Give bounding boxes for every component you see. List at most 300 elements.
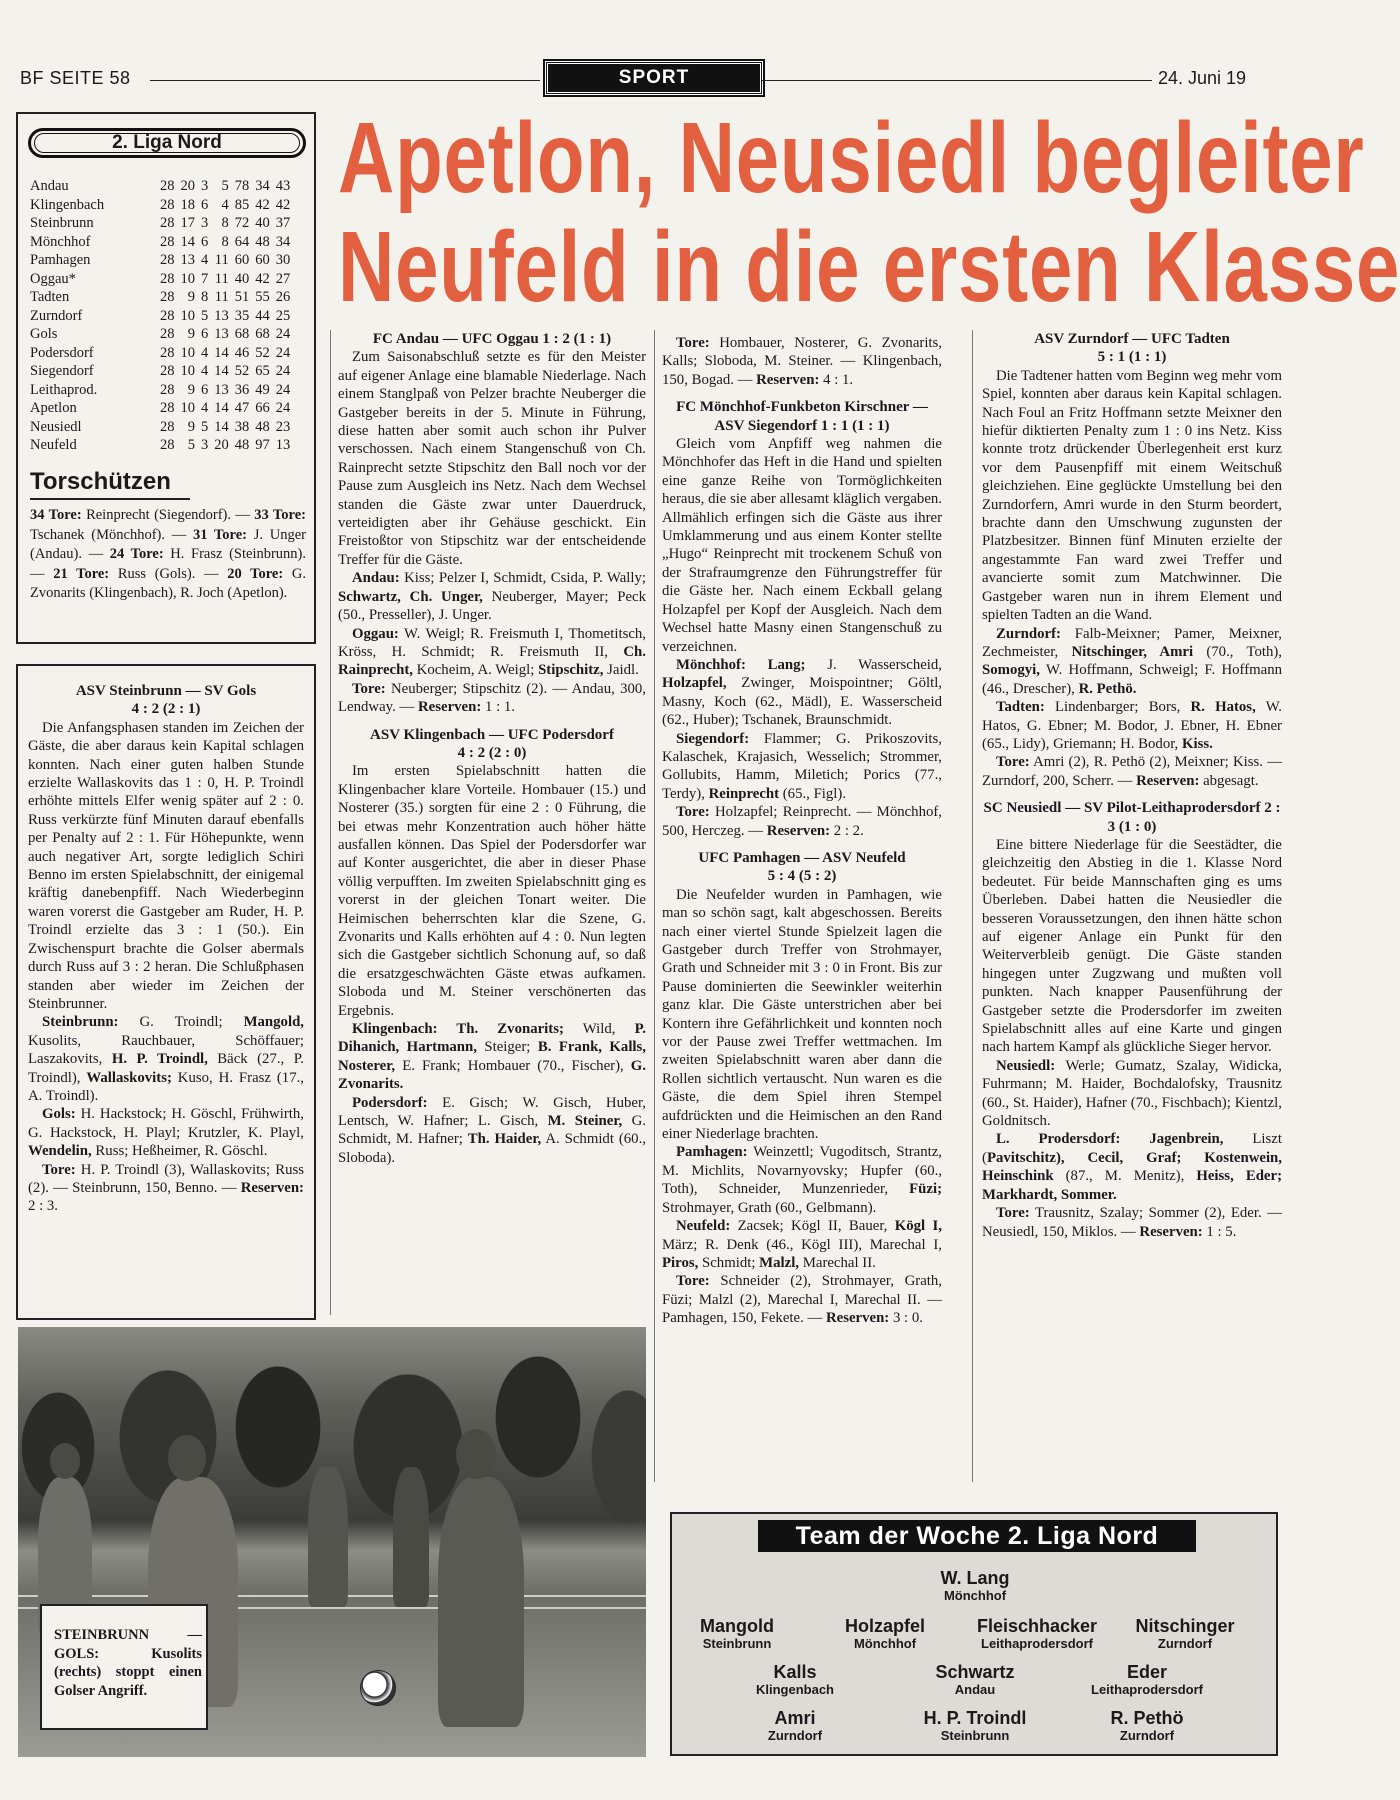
stat-cell: 24: [275, 326, 291, 342]
stat-cell: 4: [201, 363, 209, 379]
text-run: 1 : 5.: [1202, 1223, 1237, 1240]
bold-run: Neufeld:: [676, 1218, 731, 1235]
text-run: Strohmayer, Grath (60., Gelbmann).: [662, 1199, 877, 1216]
article-paragraph: [28, 719, 304, 1014]
headline-line-2: Neufeld in die ersten Klasse: [338, 211, 1400, 323]
article-paragraph: [662, 1143, 942, 1217]
text-run: A. Schmidt (60., Sloboda).: [338, 1131, 646, 1166]
bold-run: Th. Haider,: [467, 1131, 542, 1148]
text-run: Die Neufelder wurden in Pamhagen, wie man so schön sagt, kalt abgeschossen. Bereits nach einer viertel Stunde Spielzeit lagen die Gastgeber durch Treffer von Strohmayer, Grath und Schneider mit 3 : 0 in Front. Bis zur Pause dominierten die Seewinkler weiterhin ganz klar. Die Gäste unterstrichen aber bei Kontern ihre Gefährlichkeit und konnten noch vor der Pause zwei Treffer wettmachen. Im zweiten Spielabschnitt waren aber dann die Rollen sichtlich vertauscht. Nun waren es die Gäste, die dem Spiel ihren Stempel aufdrückten und die Heimischen an den Rand einer Niederlage brachten.: [662, 886, 942, 1143]
text-run: Zum Saisonabschluß setzte es für den Meister auf eigener Anlage eine blamable Niederlage. Nach einem Stanglpaß von Pelzer brachte Neuberger die Gastgeber bereits in der 5. Minute in Führung, diese hatten aber somit auch schon ihr Pulver verschossen. Nach einem Stangenschuß von Ch. Rainprecht setzte Stipschitz den Ball noch vor der Pause zum Ausgleich ins Netz. Nach dem Wechsel standen die Gäste zwar unter Dauerdruck, verteidigten aber ihr Gehäuse geschickt. Ein Freistoßtor von Stipschitz war der entscheidende Treffer für die Gäste.: [338, 349, 646, 568]
article-paragraph: [982, 625, 1282, 699]
photo-player: [393, 1467, 429, 1607]
text-run: 4 : 1.: [819, 371, 854, 388]
stat-cell: 78: [234, 178, 250, 194]
section-badge: SPORT: [545, 61, 763, 95]
stat-cell: 47: [234, 400, 250, 416]
bold-run: Oggau:: [352, 625, 399, 642]
bold-run: Tore:: [676, 1273, 710, 1290]
match-heading: SC Neusiedl — SV Pilot-Leithaprodersdorf 2 : 3 (1 : 0): [983, 800, 1281, 835]
team-player: Fleischhacker Leithaprodersdorf: [976, 1616, 1098, 1651]
text-run: Schneider (2), Strohmayer, Grath, Füzi; Malzl (2), Marechal I, Marechal II. — Pamhagen, 150, Fekete. —: [662, 1273, 942, 1327]
stat-cell: 34: [275, 233, 291, 250]
masthead-rule-right: [762, 80, 1152, 81]
bold-run: Kiss.: [1181, 735, 1213, 752]
article-column-1: [28, 682, 304, 1216]
team-player: Eder Leithaprodersdorf: [1091, 1662, 1203, 1697]
stat-cell: 14: [214, 400, 229, 416]
team-name: Zurndorf: [30, 307, 83, 324]
scorer-goals: 31 Tore:: [192, 526, 247, 543]
team-player: W. Lang Mönchhof: [940, 1568, 1010, 1603]
bold-run: Wallaskovits;: [86, 1069, 172, 1086]
scorers-underline: [30, 498, 190, 500]
bold-run: Gols:: [42, 1106, 76, 1123]
team-name: Podersdorf: [30, 344, 94, 361]
text-run: Trausnitz, Szalay; Sommer (2), Eder. — Neusiedl, 150, Miklos. —: [982, 1205, 1282, 1240]
stat-cell: 24: [275, 381, 291, 398]
photo-player-head: [456, 1429, 496, 1479]
article-paragraph: [982, 753, 1282, 790]
bold-run: Reserven:: [1139, 1223, 1203, 1240]
photo-player: [438, 1477, 524, 1727]
text-run: Neuberger; Stipschitz (2). — Andau, 300, Lendway. —: [338, 680, 646, 716]
stat-cell: 42: [275, 196, 291, 213]
stat-cell: 5: [201, 418, 209, 435]
stat-cell: 28: [160, 326, 175, 342]
match-heading: ASV Zurndorf — UFC Tadten 5 : 1 (1 : 1): [1034, 331, 1230, 366]
column-divider: [972, 330, 973, 1482]
standings-row: [30, 436, 296, 455]
text-run: J. Wasserscheid,: [805, 656, 942, 673]
stat-cell: 7: [201, 270, 209, 287]
stat-cell: 52: [234, 363, 250, 379]
standings-row: [30, 399, 296, 418]
article-paragraph: [28, 1105, 304, 1160]
text-run: Neuberger, Mayer; Peck (50., Presseller), J. Unger.: [338, 588, 646, 624]
bold-run: B. Frank, Kalls, Nosterer,: [338, 1039, 646, 1074]
stat-cell: 10: [180, 307, 195, 324]
stat-cell: 24: [275, 400, 291, 416]
text-run: Flammer; G. Prikoszovits, Kalaschek, Krajasich, Wesselich; Strommer, Gollubits, Hamm, Miletich; Porics (77., Terdy),: [662, 730, 942, 802]
stat-cell: 28: [160, 270, 175, 287]
stat-cell: 72: [234, 215, 250, 231]
match-heading: FC Andau — UFC Oggau 1 : 2 (1 : 1): [372, 331, 612, 347]
team-name: Oggau*: [30, 270, 76, 287]
bold-run: Andau:: [352, 570, 400, 587]
stat-cell: 28: [160, 178, 175, 194]
stat-cell: 35: [234, 307, 250, 324]
bold-run: L. Prodersdorf: Jagenbrein,: [996, 1131, 1224, 1148]
bold-run: Nitschinger, Amri: [1071, 643, 1194, 660]
standings-row: [30, 381, 296, 400]
stat-cell: 10: [180, 400, 195, 416]
bold-run: Reserven:: [766, 822, 831, 839]
team-of-the-week-title: Team der Woche 2. Liga Nord: [758, 1520, 1196, 1552]
text-run: Die Tadtener hatten vom Beginn weg mehr vom Spiel, konnten aber daraus kein Kapital schlagen. Nach Foul an Fritz Hoffmann setzte Meixner den hiefür diktierten Penalty zum 1 : 0 ins Netz. Kiss konnte trotz drückender Überlegenheit erst kurz vor dem Pausenpfiff mit einem Weitschuß gleichziehen. Eine geglückte Umstellung bei den Zurndorfern, Amri wurde in den Sturm beordert, brachte dann den Umschwung zugunsten der Platzbesitzer. Binnen fünf Minuten erzielte der angestammte Fan ward zwei Treffer und avancierte somit zum Matchwinner. Die Gastgeber waren nun in ihrem Element und spielten Tadten an die Wand.: [982, 367, 1282, 624]
standings-row: [30, 344, 296, 363]
photo-player-head: [50, 1443, 80, 1479]
team-name: Klingenbach: [30, 196, 105, 213]
stat-cell: 51: [234, 289, 250, 305]
stat-cell: 3: [201, 437, 209, 453]
bold-run: Pavitschitz), Cecil, Graf; Kostenwein, Heinschink: [982, 1149, 1282, 1185]
article-paragraph: [982, 836, 1282, 1057]
text-run: (65., Figl).: [779, 785, 847, 802]
text-run: Steiger;: [476, 1039, 538, 1056]
article-paragraph: [338, 762, 646, 1020]
stat-cell: 37: [275, 215, 291, 231]
text-run: 2 : 2.: [830, 822, 864, 839]
article-paragraph: [28, 1013, 304, 1105]
stat-cell: 24: [275, 363, 291, 379]
bold-run: Mangold,: [243, 1014, 304, 1031]
team-name: Gols: [30, 326, 58, 342]
bold-run: Tore:: [996, 1205, 1030, 1222]
stat-cell: 48: [234, 437, 250, 453]
stat-cell: 23: [275, 418, 291, 435]
text-run: Eine bittere Niederlage für die Seestädter, die gleichzeitig den Abstieg in die 1. Klasse Nord bedeutet. Für beide Mannschaften ging es ums Überleben. Dabei hatten die Neusiedler die besseren Voraussetzungen, den ihnen hätte schon auf eigener Anlage ein Punkt für den Weiterverbleib genügt. Die Gäste standen hingegen unter Zugzwang und mußten voll punkten. Nach knapper Pausenführung der Gastgeber setzte die Prodersdorfer im zweiten Spielabschnitt alles auf eine Karte und gingen nach hartem Kampf als glückliche Sieger hervor.: [982, 836, 1282, 1056]
article-paragraph: [338, 1020, 646, 1094]
stat-cell: 64: [234, 233, 250, 250]
team-name: Neusiedl: [30, 418, 82, 435]
standings-title: 2. Liga Nord: [28, 128, 306, 158]
stat-cell: 13: [275, 437, 291, 453]
stat-cell: 49: [255, 381, 270, 398]
stat-cell: 28: [160, 400, 175, 416]
photo-caption-box: [40, 1604, 208, 1730]
standings-row: [30, 177, 296, 196]
article-paragraph: [982, 1057, 1282, 1131]
team-name: Andau: [30, 178, 69, 194]
bold-run: R. Pethö.: [1078, 680, 1137, 697]
article-paragraph: [338, 625, 646, 680]
team-player: Mangold Steinbrunn: [700, 1616, 774, 1651]
team-name: Leithaprod.: [30, 381, 98, 398]
stat-cell: 9: [187, 326, 195, 342]
bold-run: Reserven:: [1136, 772, 1200, 789]
bold-run: Pamhagen:: [676, 1144, 748, 1161]
text-run: März; R. Denk (46., Kögl III), Marechal I,: [662, 1236, 942, 1253]
text-run: Werle; Gumatz, Szalay, Widicka, Fuhrmann; M. Haider, Bochdalofsky, Trausnitz (60., St. Haider), Hafner (70., Fischbach); Kientzl, Goldnitsch.: [982, 1057, 1282, 1130]
stat-cell: 10: [180, 344, 195, 361]
text-run: W. Hatos, G. Ebner; M. Bodor, J. Ebner, H. Ebner (65., Lidy), Griemann; H. Bodor,: [982, 699, 1282, 752]
stat-cell: 43: [275, 178, 291, 194]
scorer-names: Russ (Gols). —: [109, 565, 228, 582]
stat-cell: 6: [201, 196, 209, 213]
text-run: G. Troindl;: [118, 1014, 244, 1031]
text-run: Kiss; Pelzer I, Schmidt, Csida, P. Wally;: [399, 570, 646, 587]
bold-run: Tore:: [996, 754, 1030, 771]
stat-cell: 14: [214, 344, 229, 361]
team-player: R. Pethö Zurndorf: [1110, 1708, 1184, 1743]
article-gap: [982, 790, 1282, 799]
stat-cell: 18: [180, 196, 195, 213]
text-run: (70., Toth),: [1193, 643, 1282, 660]
scorer-goals: 33 Tore:: [254, 507, 306, 523]
standings-row: [30, 288, 296, 307]
standings-row: [30, 418, 296, 437]
stat-cell: 3: [201, 215, 209, 231]
standings-row: [30, 251, 296, 270]
text-run: Im ersten Spielabschnitt hatten die Klingenbacher klare Vorteile. Hombauer (15.) und Nosterer (35.) sorgten für eine 2 : 0 Führung, die bei etwas mehr Konzentration auch höher hätte ausfallen können. Das Spiel der Podersdorfer war auf Konter ausgerichtet, die aber in dieser Phase völlig verpufften. Im zweiten Spielabschnitt ging es vorerst in der gleichen Tonart weiter. Die Heimischen beherrschten klar die Szene, G. Zvonarits und Kalls erhöhten auf 4 : 0. Nun legten sich die Gastgeber sichtlich Schonung auf, so daß die ersatzgeschwächten Gäste etwas aufkamen. Sloboda und M. Steiner verschönerten das Ergebnis.: [338, 763, 646, 1019]
bold-run: Somogyi,: [982, 662, 1040, 679]
text-run: E. Frank; Hombauer (70., Fischer),: [395, 1057, 631, 1074]
stat-cell: 27: [275, 270, 291, 287]
stat-cell: 20: [180, 178, 195, 194]
scorer-names: Reinprecht (Siegendorf). —: [81, 507, 255, 523]
article-gap: [338, 717, 646, 726]
stat-cell: 44: [255, 307, 270, 324]
team-player: Schwartz Andau: [935, 1662, 1015, 1697]
stat-cell: 14: [180, 233, 195, 250]
stat-cell: 4: [201, 252, 209, 268]
stat-cell: 28: [160, 196, 175, 213]
team-name: Apetlon: [30, 400, 77, 416]
text-run: Jaidl.: [603, 662, 639, 679]
masthead-rule-left: [150, 80, 540, 81]
stat-cell: 25: [275, 307, 291, 324]
bold-run: Steinbrunn:: [42, 1014, 119, 1031]
football: [360, 1670, 396, 1706]
bold-run: Tore:: [42, 1161, 76, 1178]
standings-row: [30, 362, 296, 381]
standings-row: [30, 214, 296, 233]
bold-run: H. P. Troindl,: [111, 1051, 208, 1068]
text-run: Hombauer, Nosterer, G. Zvonarits, Kalls; Sloboda, M. Steiner. — Klingenbach, 150, Bogad. —: [662, 335, 942, 388]
bold-run: Tore:: [676, 335, 710, 351]
standings-row: [30, 233, 296, 252]
bold-run: Tore:: [352, 680, 386, 697]
standings-row: [30, 307, 296, 326]
issue-date: 24. Juni 19: [1158, 68, 1247, 88]
stat-cell: 28: [160, 233, 175, 250]
text-run: Falb-Meixner; Pamer, Meixner, Zechmeister,: [982, 625, 1282, 660]
stat-cell: 68: [255, 326, 270, 342]
article-paragraph: [662, 334, 942, 389]
team-name: Pamhagen: [30, 252, 91, 268]
stat-cell: 28: [160, 344, 175, 361]
text-run: Schmidt;: [698, 1254, 760, 1271]
text-run: abgesagt.: [1199, 772, 1259, 789]
scorer-goals: 21 Tore:: [53, 565, 110, 582]
text-run: Weinzettl; Vugoditsch, Strantz, M. Michlits, Novarnyovsky; Hupfer (60., Toth), Schneider, Munzenrieder,: [662, 1144, 942, 1198]
bold-run: Reinprecht: [708, 785, 780, 802]
stat-cell: 28: [160, 289, 175, 305]
article-paragraph: [338, 569, 646, 624]
bold-run: Wendelin,: [28, 1143, 92, 1160]
stat-cell: 30: [275, 252, 291, 268]
stat-cell: 6: [201, 381, 209, 398]
bold-run: Füzi;: [909, 1181, 942, 1198]
stat-cell: 42: [255, 196, 270, 213]
stat-cell: 6: [201, 326, 209, 342]
stat-cell: 10: [180, 270, 195, 287]
stat-cell: 28: [160, 215, 175, 231]
article-paragraph: [662, 1217, 942, 1272]
article-paragraph: [662, 1272, 942, 1327]
stat-cell: 34: [255, 178, 270, 194]
stat-cell: 3: [201, 178, 209, 194]
bold-run: Reserven:: [418, 699, 482, 716]
stat-cell: 46: [234, 344, 250, 361]
stat-cell: 4: [221, 196, 229, 213]
bold-run: Piros,: [662, 1254, 699, 1271]
team-name: Neufeld: [30, 437, 77, 453]
stat-cell: 13: [214, 307, 229, 324]
standings-row: [30, 325, 296, 344]
stat-cell: 10: [180, 363, 195, 379]
text-run: Wild,: [563, 1021, 635, 1038]
article-paragraph: [982, 367, 1282, 625]
stat-cell: 8: [221, 233, 229, 250]
stat-cell: 17: [180, 215, 195, 231]
team-of-the-week: [670, 1512, 1278, 1756]
text-run: Liszt (: [982, 1131, 1282, 1166]
bold-run: R. Hatos,: [1190, 699, 1256, 716]
stat-cell: 60: [255, 252, 270, 268]
bold-run: M. Steiner,: [547, 1113, 623, 1130]
text-run: Holzapfel; Reinprecht. — Mönchhof, 500, Herczeg. —: [662, 804, 942, 839]
article-column-3: [662, 334, 942, 1328]
stat-cell: 4: [201, 400, 209, 416]
article-column-2: [338, 330, 646, 1167]
match-heading: FC Mönchhof-Funkbeton Kirschner — ASV Siegendorf 1 : 1 (1 : 1): [676, 399, 928, 434]
stat-cell: 68: [234, 326, 250, 342]
team-name: Steinbrunn: [30, 215, 94, 231]
standings-row: [30, 196, 296, 215]
stat-cell: 36: [234, 381, 250, 398]
bold-run: Neusiedl:: [996, 1057, 1056, 1074]
article-paragraph: [982, 1130, 1282, 1204]
text-run: W. Weigl; R. Freismuth I, Thometitsch, Kröss, H. Schmidt; R. Freismuth II,: [338, 625, 646, 660]
article-paragraph: [982, 698, 1282, 753]
bold-run: Tadten:: [996, 699, 1045, 716]
stat-cell: 48: [255, 418, 270, 435]
stat-cell: 13: [214, 381, 229, 398]
text-run: 2 : 3.: [28, 1198, 59, 1215]
stat-cell: 6: [201, 233, 209, 250]
match-heading: ASV Klingenbach — UFC Podersdorf 4 : 2 (2 : 0): [370, 726, 614, 761]
text-run: Lindenbarger; Bors,: [1044, 699, 1191, 716]
article-gap: [662, 840, 942, 849]
photo-player-head: [168, 1435, 206, 1481]
article-paragraph: [662, 656, 942, 730]
article-paragraph: [28, 1161, 304, 1216]
stat-cell: 13: [180, 252, 195, 268]
bold-run: Reserven:: [825, 1310, 890, 1327]
scorers-list: [30, 506, 306, 604]
team-player: Holzapfel Mönchhof: [844, 1616, 925, 1651]
team-name: Siegendorf: [30, 363, 94, 379]
match-heading: ASV Steinbrunn — SV Gols 4 : 2 (2 : 1): [75, 683, 257, 718]
stat-cell: 5: [201, 307, 209, 324]
text-run: W. Hoffmann, Schweigl; F. Hoffmann (46., Drescher),: [982, 662, 1282, 697]
column-divider: [330, 330, 331, 1315]
bold-run: Kögl I,: [894, 1218, 943, 1235]
stat-cell: 28: [160, 252, 175, 268]
bold-run: Tore:: [676, 804, 710, 821]
stat-cell: 85: [234, 196, 250, 213]
article-paragraph: [338, 680, 646, 717]
scorer-goals: 24 Tore:: [109, 546, 164, 562]
text-run: Zacsek; Kögl II, Bauer,: [730, 1218, 895, 1235]
text-run: Kocheim, A. Weigl;: [412, 662, 539, 679]
stat-cell: 14: [214, 363, 229, 379]
bold-run: Reserven:: [240, 1179, 304, 1196]
article-column-4: [982, 330, 1282, 1241]
scorer-goals: 20 Tore:: [227, 565, 284, 582]
text-run: Zwinger, Moispointner; Göltl, Masny, Koch (62., Mädl), E. Wasserscheid (62., Huber); Tschanek, Braunschmidt.: [662, 675, 942, 729]
stat-cell: 38: [234, 418, 250, 435]
bold-run: Schwartz, Ch. Unger,: [338, 588, 483, 605]
bold-run: Holzapfel,: [662, 675, 727, 692]
team-name: Tadten: [30, 289, 70, 305]
bold-run: G. Zvonarits.: [338, 1057, 646, 1093]
scorers-title: Torschützen: [30, 468, 171, 495]
scorer-goals: 34 Tore:: [30, 507, 82, 523]
team-name: Mönchhof: [30, 233, 91, 250]
standings-box: [16, 112, 316, 644]
stat-cell: 65: [255, 363, 270, 379]
text-run: Kuso, H. Frasz (17., A. Troindl).: [28, 1069, 304, 1104]
text-run: H. Hackstock; H. Göschl, Frühwirth, G. Hackstock, H. Playl; Krutzler, K. Playl,: [28, 1106, 304, 1141]
stat-cell: 5: [187, 437, 195, 453]
text-run: Gleich vom Anpfiff weg nahmen die Mönchhofer das Heft in die Hand und spielten eine ganze Reihe von Tormöglichkeiten heraus, die sie aber allesamt kläglich vergaben. Allmählich erfingen sich die Gäste aus ihrer Umklammerung und aus einem Konter stellte „Hugo“ Reinprecht mit trockenem Schuß von der Strafraumgrenze den Führungstreffer für die Gäste her. Nach einem Eckball gelang Holzapfel per Kopf der Ausgleich. Nach dem Wechsel hatte Masny einen Stangenschuß zu verzeichnen.: [662, 436, 942, 655]
stat-cell: 11: [214, 270, 229, 287]
bold-run: Zurndorf:: [996, 625, 1061, 642]
stat-cell: 60: [234, 252, 250, 268]
standings-table: [30, 177, 296, 455]
scorer-names: Tschanek (Mönchhof). —: [30, 526, 193, 543]
text-run: 1 : 1.: [481, 699, 515, 716]
text-run: (87., M. Menitz),: [1053, 1168, 1197, 1185]
bold-run: Siegendorf:: [676, 730, 750, 747]
stat-cell: 9: [187, 418, 195, 435]
stat-cell: 26: [275, 289, 291, 305]
stat-cell: 13: [214, 326, 229, 342]
page-number: BF SEITE 58: [20, 68, 131, 88]
team-player: Amri Zurndorf: [767, 1708, 823, 1743]
article-gap: [662, 389, 942, 398]
team-player: Kalls Klingenbach: [755, 1662, 834, 1697]
stat-cell: 28: [160, 381, 175, 398]
stat-cell: 5: [221, 178, 229, 194]
text-run: H. P. Troindl (3), Wallaskovits; Russ (2). — Steinbrunn, 150, Benno. —: [28, 1161, 304, 1196]
scorer-names: H. Frasz (Steinbrunn). —: [30, 546, 306, 582]
bold-run: Ch. Rainprecht,: [338, 643, 646, 679]
article-paragraph: [338, 348, 646, 569]
stat-cell: 48: [255, 233, 270, 250]
bold-run: Reserven:: [756, 371, 820, 388]
text-run: E. Gisch; W. Gisch, Huber, Lentsch, W. Hafner; L. Gisch,: [338, 1094, 646, 1130]
stat-cell: 4: [201, 344, 209, 361]
stat-cell: 66: [255, 400, 270, 416]
bold-run: Klingenbach: Th. Zvonarits;: [352, 1021, 564, 1038]
stat-cell: 40: [255, 215, 270, 231]
standings-row: [30, 270, 296, 289]
team-player: Nitschinger Zurndorf: [1135, 1616, 1235, 1651]
text-run: Kusolits, Rauchbauer, Schöffauer; Laszakovits,: [28, 1032, 304, 1068]
stat-cell: 8: [221, 215, 229, 231]
stat-cell: 28: [160, 418, 175, 435]
text-run: G. Schmidt, M. Hafner;: [338, 1113, 647, 1148]
stat-cell: 28: [160, 437, 175, 453]
article-paragraph: [662, 803, 942, 840]
stat-cell: 55: [255, 289, 270, 305]
stat-cell: 20: [214, 437, 229, 453]
stat-cell: 24: [275, 344, 291, 361]
